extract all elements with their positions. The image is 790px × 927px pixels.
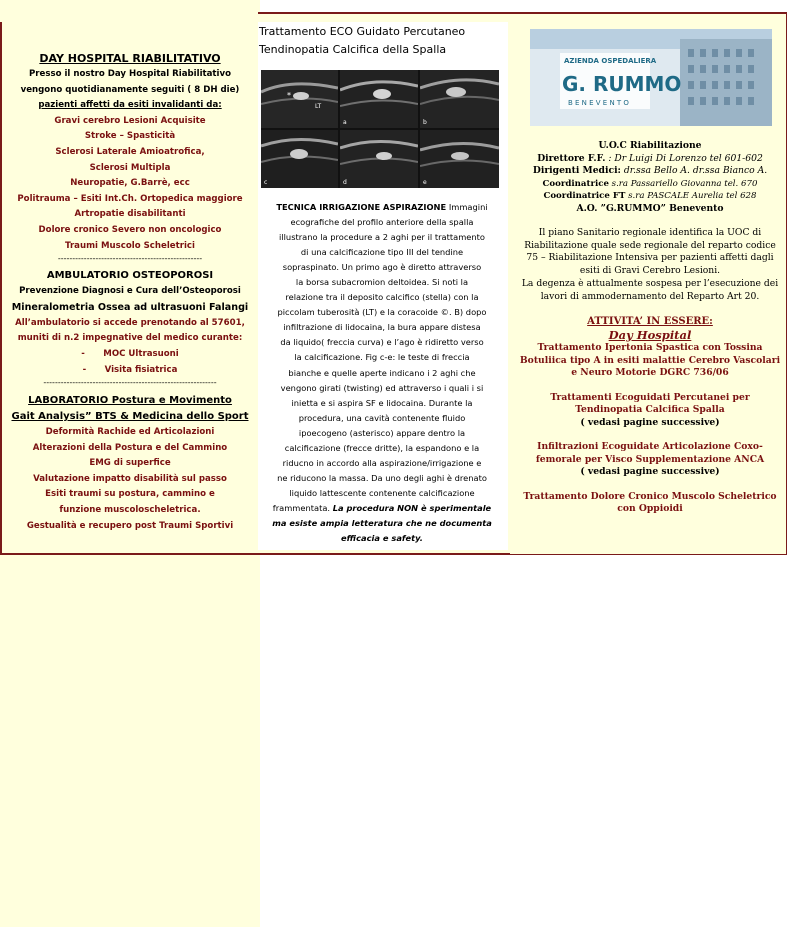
description-line: vengono girati (twisting) ed attraverso i quali i si [280,382,484,393]
treatment-line: Botuliica tipo A in esiti malattie Cerebro Vascolari [519,354,781,366]
laboratorio-title: Gait Analysis” BTS & Medicina dello Sport [11,411,249,423]
description-line: infiltrazione di lidocaina, la bura appare distesa [283,322,481,333]
description-line: ma esiste ampia letteratura che ne documenta [272,517,492,528]
description-line: bianche e quelle aperte indicano i 2 aghi che [288,367,476,378]
ambulatorio-line: Prevenzione Diagnosi e Cura dell’Osteoporosi [19,286,241,297]
ultrasound-image [340,70,418,128]
laboratorio-title: LABORATORIO Postura e Movimento [28,395,232,407]
description-line: TECNICA IRRIGAZIONE ASPIRAZIONE Immagini [276,202,488,212]
condition-item: Dolore cronico Severo non oncologico [38,224,222,235]
description-line: ipoecogeno (asterisco) appare dentro la [298,427,466,438]
treatment-note: ( vedasi pagine successive) [580,416,720,428]
condition-item: Gravi cerebro Lesioni Acquisite [54,115,206,126]
description-line: liquido lattescente contenente calcificazione [289,487,475,498]
description-line: illustrano la procedure a 2 aghi per il trattamento [279,232,485,243]
description-line: sopraspinato. Un primo ago è diretto attraverso [282,262,482,273]
description-line: di una calcificazione tipo III del tendine [300,247,464,258]
description-line: la calcificazione. Fig c-e: le teste di freccia [294,352,470,363]
treatment-line: Trattamento Dolore Cronico Muscolo Scheletrico [523,490,777,502]
treatment-line: Trattamento Ipertonia Spastica con Tossina [537,342,763,354]
ambulatorio-note: All’ambulatorio si accede prenotando al 57601, [15,317,245,328]
ultrasound-image [261,70,338,128]
condition-item: Sclerosi Multipla [89,162,171,173]
middle-title-line: Trattamento ECO Guidato Percutaneo [259,25,466,38]
attivita-heading: ATTIVITA’ IN ESSERE: [587,316,713,328]
treatment-note: ( vedasi pagine successive) [580,466,720,478]
svg-text:d: d [343,179,347,186]
treatment-line: con Oppioidi [617,503,683,515]
technique-description [258,200,506,546]
day-hospital-heading: Day Hospital [608,328,692,343]
direttore-line: Direttore F.F. : Dr Luigi Di Lorenzo tel 601-602 [537,152,763,164]
left-column [2,22,258,534]
ultrasound-image [420,130,499,188]
svg-text:*: * [287,91,291,100]
treatment-line: e Neuro Motorie DGRC 736/06 [571,367,729,379]
separator: ------------------------------------------------------------ [43,378,217,388]
separator: -------------------------------------------------- [57,254,203,264]
intro-line: vengono quotidianamente seguiti ( 8 DH die) [20,84,240,95]
ultrasound-images [261,70,499,188]
ultrasound-image [420,70,499,128]
laboratorio-item: EMG di superfice [89,458,171,469]
intro-underlined: pazienti affetti da esiti invalidanti da: [38,100,222,111]
treatment-line: femorale per Visco Supplementazione ANCA [535,453,765,465]
description-line: efficacia e safety. [341,533,423,544]
description-line: ne riducono la massa. Da uno degli aghi è drenato [277,472,487,483]
treatment-line: Trattamenti Ecoguidati Percutanei per [550,391,750,403]
svg-text:e: e [423,179,427,186]
logo-line3: B E N E V E N T O [568,99,629,107]
ultrasound-image [261,130,338,188]
dirigenti-line: Dirigenti Medici: dr.ssa Bello A. dr.ssa Bianco A. [532,165,768,176]
description-line: inietta e si aspira SF e lidocaina. Durante la [291,397,473,408]
right-column [515,140,785,516]
ambulatorio-line: Mineralometria Ossea ad ultrasuoni Falangi [11,301,249,313]
middle-title-line: Tendinopatia Calcifica della Spalla [259,43,447,56]
laboratorio-item: funzione muscoloscheletrica. [59,505,201,516]
description-line: calcificazione (frecce dritte), la espandono e la [284,442,480,453]
bullet: - [82,364,87,375]
uoc-title: U.O.C Riabilitazione [598,140,702,151]
description-line: procedura, una cavità contenente fluido [298,412,466,423]
logo-line1: AZIENDA OSPEDALIERA [564,57,657,65]
condition-item: Stroke – Spasticità [84,131,176,142]
day-hospital-title: DAY HOSPITAL RIABILITATIVO [39,52,221,65]
ultrasound-image [340,130,418,188]
ambulatorio-note: muniti di n.2 impegnative del medico curante: [17,333,243,344]
coordinatrice-line: Coordinatrice s.ra Passariello Giovanna tel. 670 [542,178,758,189]
ambulatorio-title: AMBULATORIO OSTEOPOROSI [46,270,214,282]
description-line: piccolam tuberosità (LT) e la coracoide ©. B) dopo [277,307,487,318]
laboratorio-item: Alterazioni della Postura e del Cammino [32,442,228,453]
hospital-logo [530,29,772,126]
description-line: relazione tra il deposito calcifico (stella) con la [285,292,479,303]
svg-text:c: c [264,179,268,186]
piano-line: Il piano Sanitario regionale identifica la UOC di [538,227,762,238]
middle-column [258,22,508,550]
middle-title [258,22,508,59]
ao-name: A.O. ”G.RUMMO” Benevento [576,202,724,214]
left-top-strip [0,0,258,22]
condition-item: Traumi Muscolo Scheletrici [65,240,195,251]
description-line: la borsa subacromion deltoidea. Si noti la [295,277,469,288]
intro-line: Presso il nostro Day Hospital Riabilitativo [29,69,231,79]
treatment-line: Infiltrazioni Ecoguidate Articolazione Coxo- [537,441,763,453]
coordinatrice-ft-line: Coordinatrice FT s.ra PASCALE Aurelia tel 628 [543,191,757,201]
piano-line: Riabilitazione quale sede regionale del reparto codice [524,239,776,251]
laboratorio-item: Valutazione impatto disabilità sul passo [33,473,227,484]
ambulatorio-item: - MOC Ultrasuoni [2,347,258,363]
laboratorio-item: Esiti traumi su postura, cammino e [45,489,215,500]
logo-line2: G. RUMMO [562,72,682,96]
svg-text:LT: LT [315,103,322,110]
bullet: - [81,348,85,359]
description-line: riducno in accordo alla aspirazione/irrigazione e [282,457,482,468]
condition-item: Neuropatie, G.Barrè, ecc [70,178,190,189]
piano-line: La degenza è attualmente sospesa per l’esecuzione dei [521,277,779,289]
treatment-line: Tendinopatia Calcifica Spalla [575,404,725,416]
laboratorio-item: Gestualità e recupero post Traumi Sportivi [26,520,234,531]
description-line: frammentata. La procedura NON è sperimentale [272,502,492,513]
piano-line: esiti di Gravi Cerebro Lesioni. [579,265,721,277]
piano-line: lavori di ammodernamento del Reparto Art 20. [540,290,760,302]
piano-sanitario [515,227,785,303]
ambulatorio-item: - Visita fisiatrica [2,363,258,379]
condition-item: Politrauma – Esiti Int.Ch. Ortopedica maggiore [17,193,243,204]
description-line: ecografiche del profilo anteriore della spalla [290,217,474,228]
piano-line: 75 – Riabilitazione Intensiva per pazienti affetti dagli [526,252,774,264]
svg-text:b: b [423,119,427,126]
condition-item: Artropatie disabilitanti [74,209,186,220]
condition-item: Sclerosi Laterale Amioatrofica, [55,146,205,157]
description-line: da liquido( freccia curva) e l’ago è ridiretto verso [280,337,484,348]
svg-text:a: a [343,119,347,126]
laboratorio-item: Deformità Rachide ed Articolazioni [45,427,215,438]
